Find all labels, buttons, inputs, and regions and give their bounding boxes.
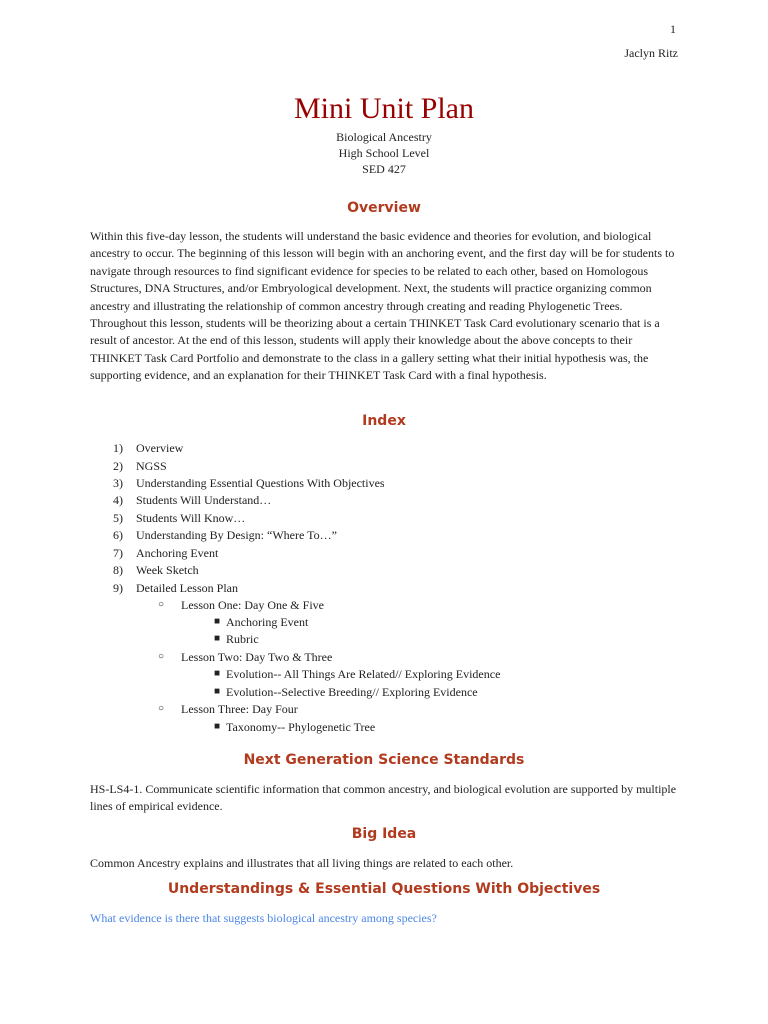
understandings-heading: Understandings & Essential Questions With Objectives — [167, 881, 601, 897]
overview-heading: Overview — [347, 200, 421, 216]
author-name: Jaclyn Ritz — [624, 46, 678, 60]
hollow-bullet-icon: ○ — [158, 599, 165, 610]
hollow-bullet-icon: ○ — [158, 703, 165, 714]
square-bullet-icon: ■ — [214, 633, 221, 644]
essential-question: What evidence is there that suggests biological ancestry among species? — [90, 911, 437, 925]
page-number: 1 — [670, 22, 676, 36]
square-bullet-icon: ■ — [214, 668, 221, 679]
big-idea-text: Common Ancestry explains and illustrates that all living things are related to each other. — [90, 856, 514, 870]
ngss-text: HS-LS4-1. Communicate scientific information that common ancestry, and biological evolution are supported by multiple lines of empirical evidence. — [90, 782, 677, 814]
hollow-bullet-icon: ○ — [158, 651, 165, 662]
square-bullet-icon: ■ — [214, 616, 221, 627]
subtitle-course: SED 427 — [362, 162, 406, 176]
square-bullet-icon: ■ — [214, 686, 221, 697]
index-heading: Index — [362, 413, 406, 429]
subtitle-topic: Biological Ancestry — [336, 130, 432, 144]
overview-text: Within this five-day lesson, the students will understand the basic evidence and theories for evolution, and biological ancestry to occur. The beginning of this lesson will begin with an anchoring event, and the first day will be for students to navigate through resources to find significant evidence for species to be related to each other, based on Homologous Structures, DNA Structures, and/or Embryological development. Next, the students will practice organizing common ancestry and illustrating the relationship of common ancestry through creating and reading Phylogenetic Trees. Throughout this lesson, students will be theorizing about a certain THINKET Task Card evolutionary scenario that is a result of ancestor. At the end of this lesson, students will apply their knowledge about the above concepts to their THINKET Task Card Portfolio and demonstrate to the class in a gallery setting what their initial hypothesis was, the supporting evidence, and an explanation for their THINKET Task Card with a final hypothesis. — [90, 229, 675, 383]
subtitle-level: High School Level — [338, 146, 430, 160]
document-title: Mini Unit Plan — [293, 92, 474, 125]
ngss-heading: Next Generation Science Standards — [243, 752, 525, 768]
big-idea-heading: Big Idea — [351, 826, 417, 842]
square-bullet-icon: ■ — [214, 721, 221, 732]
document-page: 1 Jaclyn Ritz Mini Unit Plan Biological Ancestry High School Level SED 427 Overview Within this five-day lesson, the students will understand the basic evidence and theories for evolution, and biological ancestry to occur. The beginning of this lesson will begin with an anchoring event, and the first day will be for students to navigate through resources to find significant evidence for species to be related to each other, based on Homologous Structures, DNA Structures, and/or Embryological development. Next, the students will practice organizing common ancestry and illustrating the relationship of common ancestry through creating and reading Phylogenetic Trees. Throughout this lesson, students will be theorizing about a certain THINKET Task Card evolutionary scenario that is a result of ancestor. At the end of this lesson, students will apply their knowledge about the above concepts to their THINKET Task Card Portfolio and demonstrate to the class in a gallery setting what their initial hypothesis was, the supporting evidence, and an explanation for their THINKET Task Card with a final hypothesis. Index 1) Overview 2) NGSS 3) Understanding Essential Questions With Objectives 4) Students Will Understand… 5) Students Will Know… 6) Understanding By Design: “Where To…” 7) Anchoring Event 8) Week Sketch 9) Detailed Lesson Plan ○ Lesson One: Day One & Five ■ Anchoring Event ■ Rubric ○ Lesson Two: Day Two & Three ■ Evolution-- All Things Are Related// Exploring Evidence ■ Evolution--Selective Breeding// Exploring Evidence ○ Lesson Three: Day Four ■ Taxonomy-- Phylogenetic Tree Next Generation Science Standards HS-LS4-1. Communicate scientific information that common ancestry, and biological evolution are supported by multiple lines of empirical evidence. Big Idea Common Ancestry explains and illustrates that all living things are related to each other. Understandings & Essential Questions With Objectives What evidence is there that suggests biological ancestry among species? — [0, 0, 768, 1024]
